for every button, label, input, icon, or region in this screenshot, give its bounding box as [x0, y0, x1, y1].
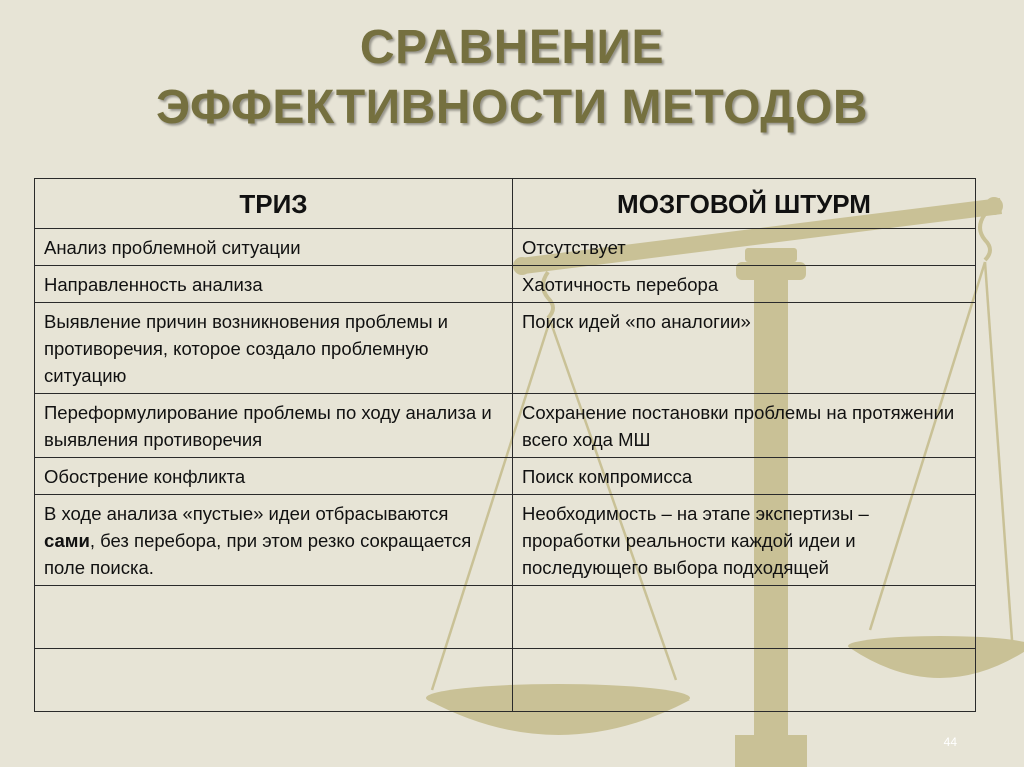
table-row [35, 303, 976, 394]
cell-empty [513, 586, 976, 649]
table-row [35, 229, 976, 266]
cell-triz: Обострение конфликта [35, 458, 513, 495]
cell-empty [35, 586, 513, 649]
cell-empty [513, 649, 976, 712]
table-row [35, 266, 976, 303]
page-number: 44 [943, 735, 957, 749]
cell-brainstorm: Сохранение постановки проблемы на протяжении всего хода МШ [513, 394, 976, 458]
slide-title [0, 18, 1024, 138]
table-row-empty [35, 649, 976, 712]
title-line-2: ЭФФЕКТИВНОСТИ МЕТОДОВ [156, 81, 868, 134]
cell-text-part: , без перебора, при этом резко сокращается поле поиска. [44, 530, 472, 578]
cell-brainstorm: Поиск идей «по аналогии» [513, 303, 976, 394]
table-row [35, 495, 976, 586]
header-brainstorm: МОЗГОВОЙ ШТУРМ [513, 179, 976, 229]
table-row [35, 458, 976, 495]
cell-empty [35, 649, 513, 712]
comparison-table [34, 178, 976, 712]
cell-brainstorm: Отсутствует [513, 229, 976, 266]
table-row-empty [35, 586, 976, 649]
table-header-row [35, 179, 976, 229]
cell-text-part: В ходе анализа «пустые» идеи отбрасываются [44, 503, 449, 524]
table-row [35, 394, 976, 458]
cell-triz: Анализ проблемной ситуации [35, 229, 513, 266]
cell-brainstorm: Поиск компромисса [513, 458, 976, 495]
title-line-1: СРАВНЕНИЕ [359, 21, 665, 74]
cell-triz: Направленность анализа [35, 266, 513, 303]
cell-brainstorm: Хаотичность перебора [513, 266, 976, 303]
cell-brainstorm: Необходимость – на этапе экспертизы – проработки реальности каждой идеи и последующего выбора подходящей [513, 495, 976, 586]
cell-text-bold: сами [44, 530, 90, 551]
cell-triz: Переформулирование проблемы по ходу анализа и выявления противоречия [35, 394, 513, 458]
header-triz: ТРИЗ [35, 179, 513, 229]
cell-triz: Выявление причин возникновения проблемы и противоречия, которое создало проблемную ситуацию [35, 303, 513, 394]
cell-triz [35, 495, 513, 586]
